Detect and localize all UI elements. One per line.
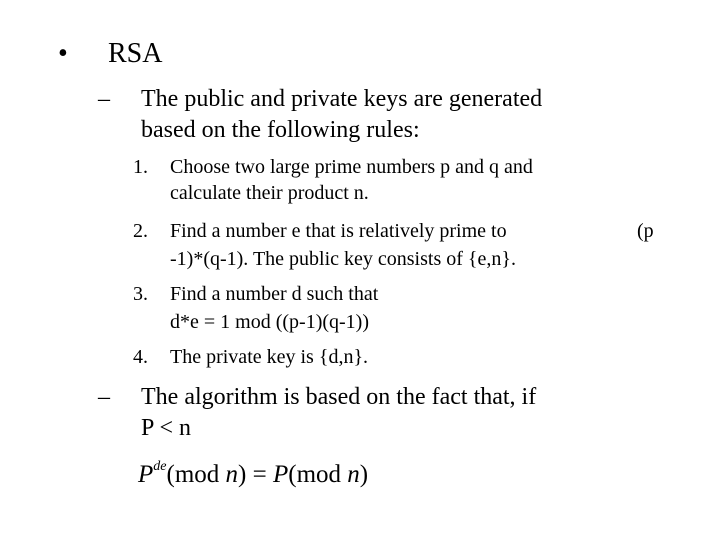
- rule-1-number: 1.: [133, 156, 148, 178]
- rule-4-line-1: The private key is {d,n}.: [170, 346, 369, 368]
- formula-exponent: de: [153, 459, 167, 474]
- dash-marker: –: [98, 86, 110, 112]
- formula-rhs-close: ): [359, 461, 369, 488]
- rsa-identity-formula: [138, 452, 368, 490]
- bullet-marker: •: [58, 38, 68, 69]
- sub-point-2-line-2: P < n: [141, 415, 191, 441]
- rule-2-line-1: Find a number e that is relatively prime to: [170, 220, 507, 242]
- formula-lhs-close: ): [238, 461, 247, 488]
- rule-3-number: 3.: [133, 283, 148, 305]
- rule-2-line-2: -1)*(q-1). The public key consists of {e,n}.: [170, 248, 516, 270]
- sub-point-2-line-1: The algorithm is based on the fact that, if: [141, 384, 537, 410]
- formula-base: P: [138, 461, 154, 488]
- formula-lhs-var: n: [225, 461, 239, 488]
- formula-rhs-var: n: [347, 461, 360, 488]
- dash-marker: –: [98, 384, 110, 410]
- rule-3-line-1: Find a number d such that: [170, 283, 379, 305]
- rule-4-number: 4.: [133, 346, 148, 368]
- formula-rhs-base: P: [272, 461, 289, 488]
- formula-lhs-open: (mod: [166, 461, 226, 488]
- sub-point-1-line-2: based on the following rules:: [141, 117, 420, 143]
- rule-2-line-1-tail: (p: [637, 220, 654, 242]
- rule-3-line-2: d*e = 1 mod ((p-1)(q-1)): [170, 311, 369, 333]
- rule-2-number: 2.: [133, 220, 148, 242]
- formula-rhs-open: (mod: [288, 461, 348, 488]
- formula-equals: =: [246, 461, 273, 488]
- sub-point-1-line-1: The public and private keys are generated: [141, 86, 543, 112]
- rule-1-line-2: calculate their product n.: [170, 182, 369, 204]
- rule-1-line-1: Choose two large prime numbers p and q and: [170, 156, 533, 178]
- slide-heading: RSA: [108, 38, 163, 69]
